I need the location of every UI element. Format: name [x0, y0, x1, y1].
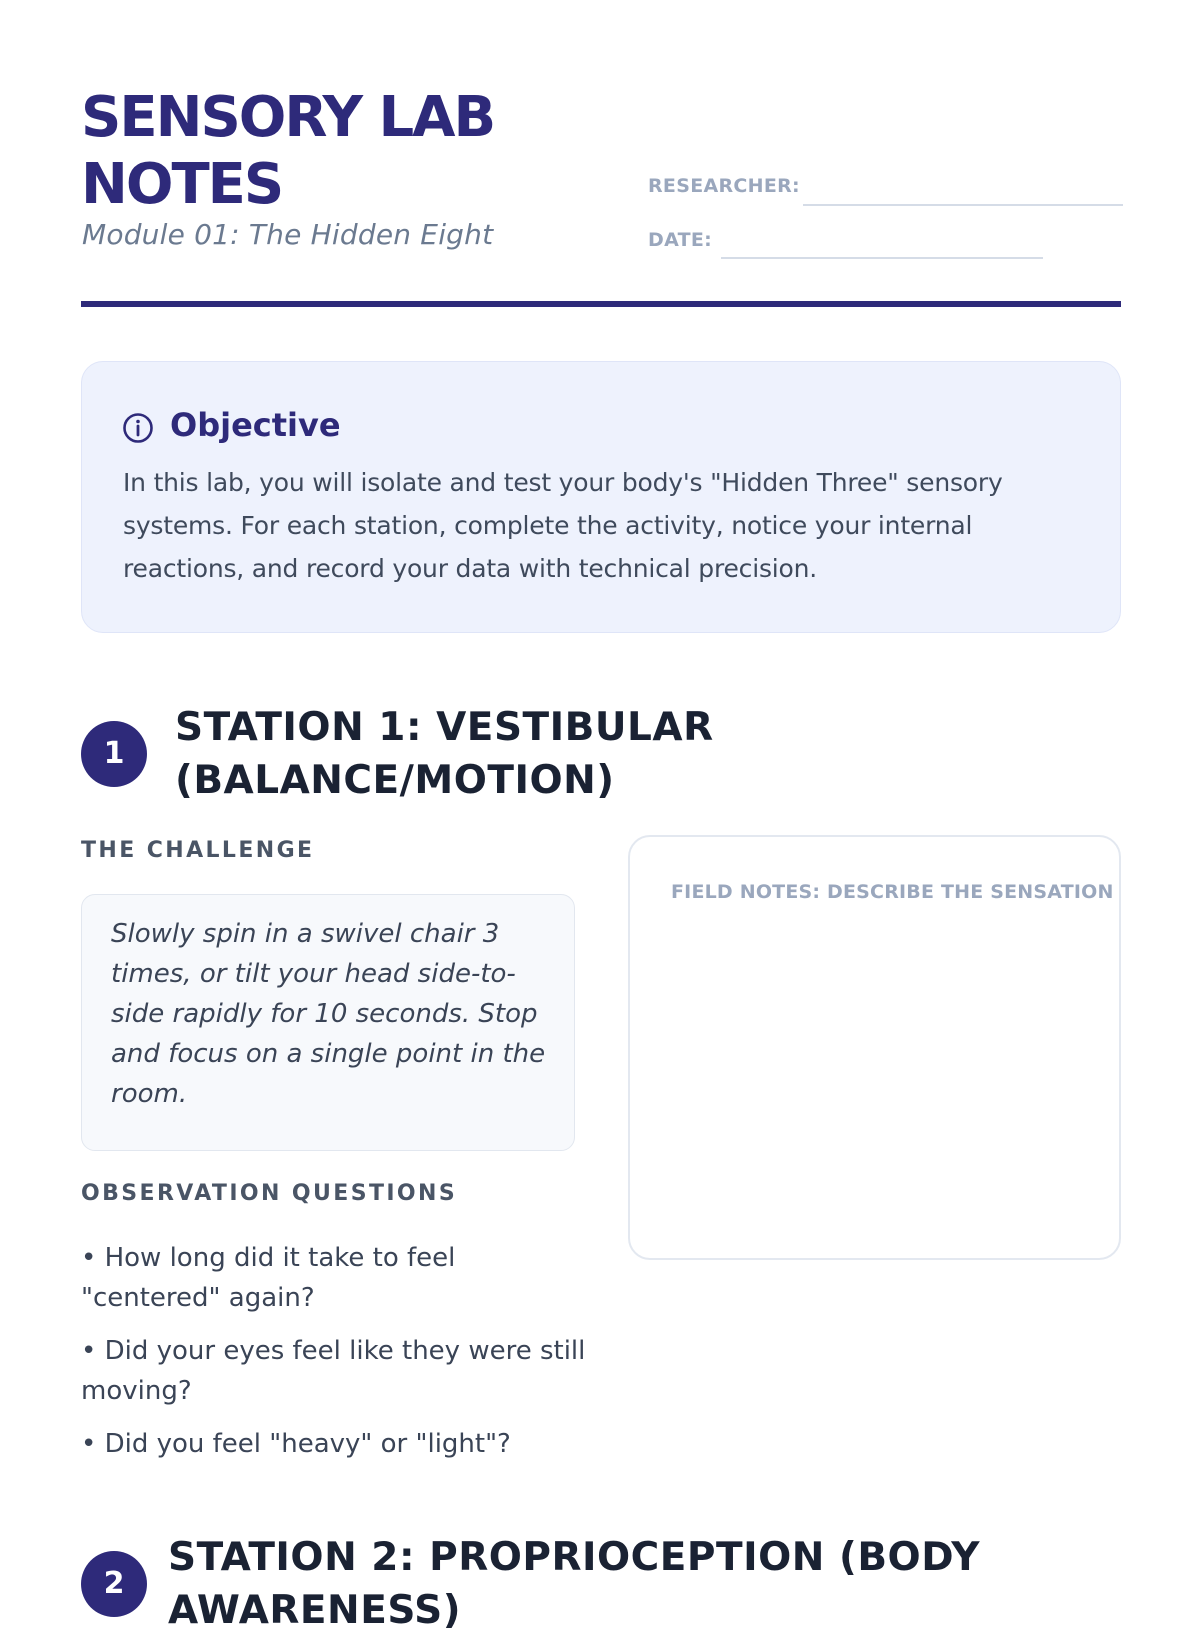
researcher-label: RESEARCHER: [648, 175, 800, 197]
researcher-field[interactable] [803, 204, 1123, 206]
date-field[interactable] [721, 257, 1043, 259]
list-item: • Did your eyes feel like they were still moving? [81, 1336, 586, 1406]
objective-title: Objective [170, 406, 341, 444]
module-subtitle: Module 01: The Hidden Eight [82, 218, 494, 251]
field-notes-box[interactable] [628, 835, 1121, 1260]
observation-questions-label: OBSERVATION QUESTIONS [81, 1181, 458, 1206]
list-item: • How long did it take to feel "centered" again? [81, 1243, 456, 1313]
page-title: SENSORY LAB NOTES [81, 85, 495, 217]
field-notes-label: FIELD NOTES: DESCRIBE THE SENSATION [671, 881, 1114, 903]
objective-text: In this lab, you will isolate and test your body's "Hidden Three" sensory systems. For each station, complete the activity, notice your internal reactions, and record your data with technical precision. [123, 468, 1003, 583]
challenge-box [81, 894, 575, 1151]
date-label: DATE: [648, 229, 713, 251]
info-icon [122, 412, 154, 444]
station-1-badge: 1 [81, 721, 147, 787]
station-1-title: STATION 1: VESTIBULAR (BALANCE/MOTION) [175, 705, 714, 803]
station-2-title: STATION 2: PROPRIOCEPTION (BODY AWARENESS) [168, 1535, 980, 1633]
list-item: • Did you feel "heavy" or "light"? [81, 1429, 511, 1459]
objective-panel [81, 361, 1121, 633]
header-divider [81, 301, 1121, 307]
observation-questions-list [81, 1238, 591, 1477]
challenge-label: THE CHALLENGE [81, 838, 315, 863]
challenge-text: Slowly spin in a swivel chair 3 times, or tilt your head side-to-side rapidly for 10 seconds. Stop and focus on a single point in the room. [111, 919, 546, 1109]
station-2-badge: 2 [81, 1551, 147, 1617]
